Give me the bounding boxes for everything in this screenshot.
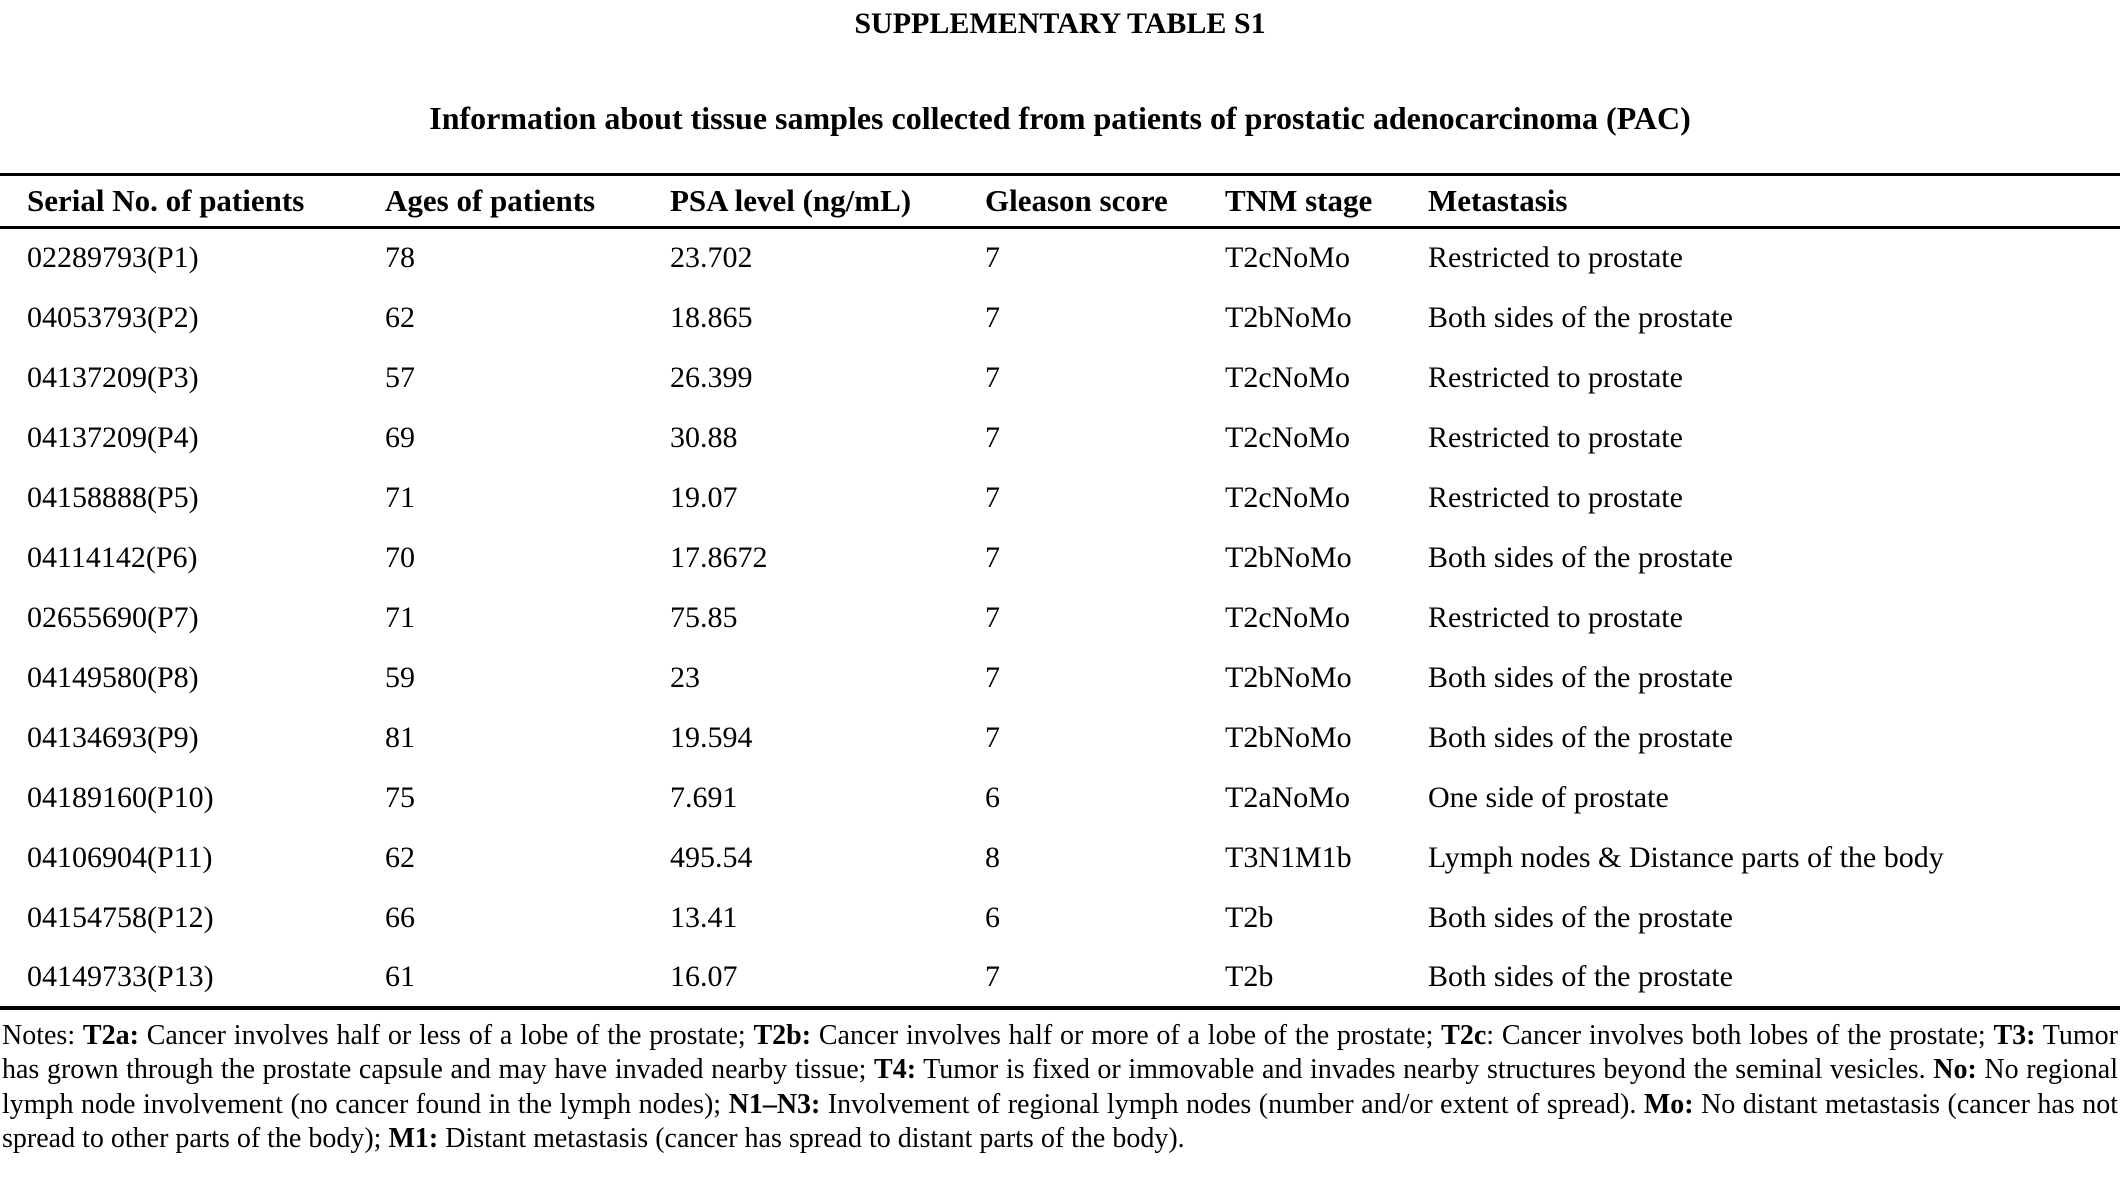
notes-segment: Cancer involves half or less of a lobe of the prostate;: [138, 1019, 754, 1051]
table-cell: 19.07: [670, 480, 738, 514]
table-row: [0, 468, 2120, 528]
table-cell: 04137209(P4): [27, 420, 199, 454]
table-cell: 66: [385, 900, 415, 934]
table-cell: 75: [385, 780, 415, 814]
notes-segment: No:: [1933, 1054, 1977, 1085]
column-header: Gleason score: [985, 175, 1225, 228]
table-cell: 7: [985, 660, 1000, 694]
page-subtitle: Information about tissue samples collected from patients of prostatic adenocarcinoma (PAC): [429, 100, 1691, 136]
table-cell: 7: [985, 720, 1000, 754]
table-cell: 04134693(P9): [27, 720, 199, 754]
table-cell: 81: [385, 720, 415, 754]
notes-segment: N1–N3:: [728, 1088, 821, 1120]
table-cell: T2bNoMo: [1225, 300, 1352, 334]
table-cell: T2b: [1225, 900, 1274, 934]
notes-segment: M1:: [388, 1123, 439, 1154]
column-header: Ages of patients: [385, 175, 670, 228]
table-cell: 57: [385, 360, 415, 394]
table-row: [0, 768, 2120, 828]
table-cell: Both sides of the prostate: [1428, 720, 1733, 754]
table-cell: 7: [985, 360, 1000, 394]
table-cell: 75.85: [670, 600, 738, 634]
table-cell: T2aNoMo: [1225, 780, 1350, 814]
table-cell: 7: [985, 300, 1000, 334]
table-cell: 62: [385, 840, 415, 874]
notes-segment: Mo:: [1643, 1088, 1694, 1120]
table-cell: 7.691: [670, 780, 738, 814]
column-header: PSA level (ng/mL): [670, 175, 985, 228]
table-cell: 02655690(P7): [27, 600, 199, 634]
table-header: [0, 175, 2120, 228]
data-table: [0, 173, 2120, 1010]
table-cell: 04114142(P6): [27, 540, 198, 574]
table-cell: 04149733(P13): [27, 959, 214, 993]
notes-segment: Tumor has grown through the prostate capsule and may have invaded nearby tissue;: [2, 1019, 2118, 1085]
table-cell: 78: [385, 241, 415, 275]
column-header: Metastasis: [1428, 175, 2120, 228]
table-cell: 02289793(P1): [27, 241, 199, 275]
table-row: [0, 528, 2120, 588]
table-cell: 7: [985, 540, 1000, 574]
notes-paragraph: [0, 1019, 2120, 1157]
table-cell: 18.865: [670, 300, 753, 334]
table-header-row: [0, 175, 2120, 228]
table-cell: 19.594: [670, 720, 753, 754]
table-cell: 7: [985, 959, 1000, 993]
notes-segment: Involvement of regional lymph nodes (number and/or extent of spread).: [820, 1088, 1644, 1120]
table-cell: 71: [385, 600, 415, 634]
notes-segment: T2a:: [82, 1019, 139, 1051]
table-cell: T2bNoMo: [1225, 540, 1352, 574]
table-cell: 17.8672: [670, 540, 768, 574]
table-cell: 62: [385, 300, 415, 334]
table-cell: Restricted to prostate: [1428, 600, 1683, 634]
notes-segment: T4:: [874, 1054, 917, 1085]
notes-segment: Distant metastasis (cancer has spread to distant parts of the body).: [438, 1123, 1185, 1154]
table-cell: 30.88: [670, 420, 738, 454]
notes-segment: T2c: [1441, 1019, 1487, 1051]
table-cell: 04053793(P2): [27, 300, 199, 334]
table-cell: Both sides of the prostate: [1428, 300, 1733, 334]
table-cell: 7: [985, 420, 1000, 454]
table-cell: Both sides of the prostate: [1428, 660, 1733, 694]
table-cell: T2cNoMo: [1225, 360, 1350, 394]
table-row: [0, 288, 2120, 348]
notes-segment: Notes:: [2, 1019, 83, 1051]
column-header: Serial No. of patients: [0, 175, 385, 228]
table-cell: T2cNoMo: [1225, 600, 1350, 634]
table-cell: Restricted to prostate: [1428, 420, 1683, 454]
notes-segment: Tumor is fixed or immovable and invades nearby structures beyond the seminal vesicles.: [916, 1054, 1934, 1085]
table-cell: 04149580(P8): [27, 660, 199, 694]
table-row: [0, 588, 2120, 648]
notes-segment: T3:: [1993, 1019, 2036, 1051]
table-cell: 7: [985, 600, 1000, 634]
table-cell: Restricted to prostate: [1428, 360, 1683, 394]
table-cell: 8: [985, 840, 1000, 874]
table-cell: 26.399: [670, 360, 753, 394]
table-cell: T2cNoMo: [1225, 241, 1350, 275]
table-cell: T2bNoMo: [1225, 660, 1352, 694]
table-cell: 6: [985, 780, 1000, 814]
table-cell: 13.41: [670, 900, 738, 934]
table-cell: Lymph nodes & Distance parts of the body: [1428, 840, 1944, 874]
table-cell: 04158888(P5): [27, 480, 199, 514]
table-cell: Restricted to prostate: [1428, 241, 1683, 275]
table-cell: 70: [385, 540, 415, 574]
table-cell: 7: [985, 241, 1000, 275]
table-cell: Restricted to prostate: [1428, 480, 1683, 514]
table-cell: 04106904(P11): [27, 840, 213, 874]
table-row: [0, 708, 2120, 768]
table-cell: 23.702: [670, 241, 753, 275]
table-cell: T3N1M1b: [1225, 840, 1352, 874]
table-row: [0, 948, 2120, 1008]
table-cell: Both sides of the prostate: [1428, 959, 1733, 993]
table-cell: One side of prostate: [1428, 780, 1669, 814]
notes-segment: No regional lymph node involvement (no cancer found in the lymph nodes);: [2, 1054, 2119, 1120]
table-body: [0, 228, 2120, 1008]
table-cell: 23: [670, 660, 700, 694]
table-cell: T2cNoMo: [1225, 480, 1350, 514]
table-cell: 69: [385, 420, 415, 454]
table-cell: T2bNoMo: [1225, 720, 1352, 754]
notes-segment: : Cancer involves both lobes of the prostate;: [1486, 1019, 1994, 1051]
table-cell: 04189160(P10): [27, 780, 214, 814]
table-cell: 16.07: [670, 959, 738, 993]
table-row: [0, 888, 2120, 948]
table-cell: Both sides of the prostate: [1428, 900, 1733, 934]
page-title: SUPPLEMENTARY TABLE S1: [854, 7, 1266, 40]
table-row: [0, 228, 2120, 288]
table-cell: 6: [985, 900, 1000, 934]
table-cell: 59: [385, 660, 415, 694]
table-cell: 61: [385, 959, 415, 993]
table-cell: T2b: [1225, 959, 1274, 993]
table-cell: Both sides of the prostate: [1428, 540, 1733, 574]
column-header: TNM stage: [1225, 175, 1428, 228]
table-row: [0, 348, 2120, 408]
table-cell: 04137209(P3): [27, 360, 199, 394]
table-cell: 7: [985, 480, 1000, 514]
notes-segment: T2b:: [753, 1019, 812, 1051]
table-cell: 495.54: [670, 840, 753, 874]
table-row: [0, 828, 2120, 888]
notes-segment: Cancer involves half or more of a lobe of the prostate;: [811, 1019, 1442, 1051]
table-cell: T2cNoMo: [1225, 420, 1350, 454]
table-cell: 71: [385, 480, 415, 514]
notes-segment: No distant metastasis (cancer has not spread to other parts of the body);: [2, 1088, 2118, 1154]
table-cell: 04154758(P12): [27, 900, 214, 934]
table-row: [0, 648, 2120, 708]
table-row: [0, 408, 2120, 468]
